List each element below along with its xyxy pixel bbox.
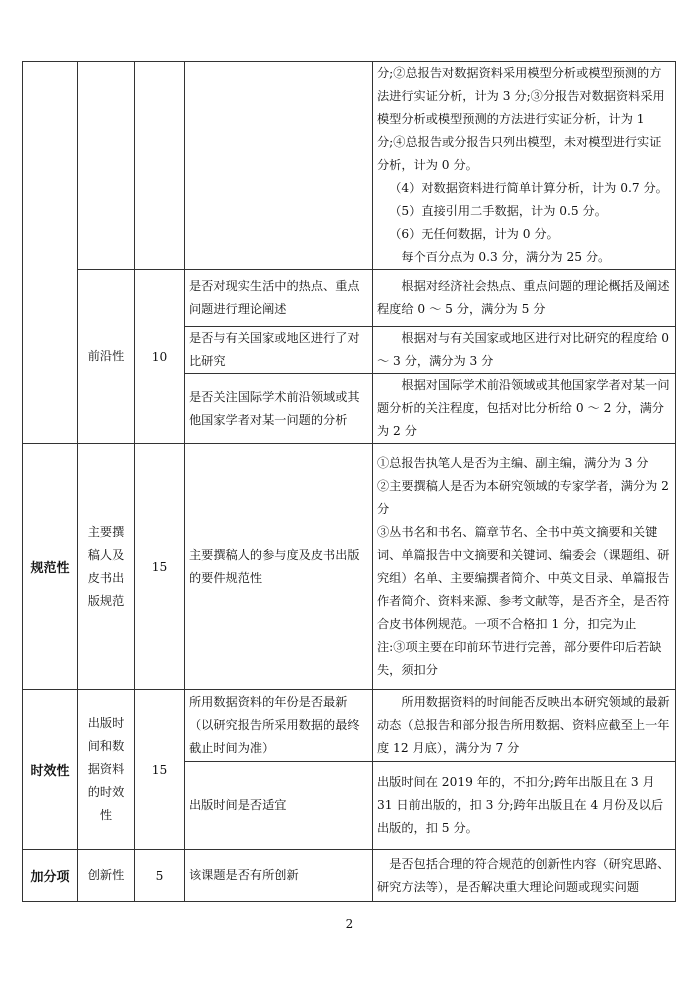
sub-criterion: 出版时间和数据资料的时效性 [78,690,135,850]
sub-cell-empty [78,62,135,270]
standard-text: （5）直接引用二手数据，计为 0.5 分。 [389,204,607,218]
page-number: 2 [345,917,354,931]
standard-text: 根据对国际学术前沿领域或其他国家学者对某一问题分析的关注程度，包括对比分析给 0 ～ 2 分，满分为 2 分 [373,374,676,444]
dimension-cell-empty [23,62,78,444]
table-row [23,850,676,902]
standard-text: 每个百分点为 0.3 分，满分为 25 分。 [401,250,611,264]
standard-text: ②主要撰稿人是否为本研究领域的专家学者，满分为 2 分 [377,478,669,516]
sub-criterion: 主要撰稿人及皮书出版规范 [78,444,135,690]
standard-text: （6）无任何数据，计为 0 分。 [389,227,559,241]
dimension-label: 规范性 [23,444,78,690]
standard-cell [373,444,676,690]
dimension-label: 时效性 [23,690,78,850]
standard-text: 是否包括合理的符合规范的创新性内容（研究思路、研究方法等），是否解决重大理论问题或现实问题 [373,850,676,902]
indicator-text: 是否与有关国家或地区进行了对比研究 [185,327,373,374]
standard-cell [373,62,676,270]
standard-text: 根据对与有关国家或地区进行对比研究的程度给 0 ～ 3 分，满分为 3 分 [373,327,676,374]
standard-text: （4）对数据资料进行简单计算分析，计为 0.7 分。 [389,181,668,195]
table-row [23,444,676,690]
sub-criterion: 前沿性 [78,270,135,444]
standard-text: 所用数据资料的时间能否反映出本研究领域的最新动态（总报告和部分报告所用数据、资料应截至上一年度 12 月底），满分为 7 分 [373,690,676,762]
points-cell-empty [135,62,185,270]
points-value: 10 [135,270,185,444]
indicator-text: 出版时间是否适宜 [185,762,373,850]
standard-text: 根据对经济社会热点、重点问题的理论概括及阐述程度给 0 ～ 5 分，满分为 5 分 [373,270,676,327]
table-row [23,62,676,270]
indicator-text: 该课题是否有所创新 [185,850,373,902]
indicator-text: 是否对现实生活中的热点、重点问题进行理论阐述 [185,270,373,327]
points-value: 15 [135,444,185,690]
standard-text: ③丛书名和书名、篇章节名、全书中英文摘要和关键词、单篇报告中文摘要和关键词、编委会（课题组、研究组）名单、主要编撰者简介、中英文目录、单篇报告作者简介、资料来源、参考文献等，是否齐全，是否符合皮书体例规范。一项不合格扣 1 分，扣完为止 [377,524,670,631]
indicator-cell-empty [185,62,373,270]
points-value: 5 [135,850,185,902]
dimension-label: 加分项 [23,850,78,902]
table-row [23,690,676,762]
indicator-text: 所用数据资料的年份是否最新（以研究报告所采用数据的最终截止时间为准） [185,690,373,762]
standard-text: 分;②总报告对数据资料采用模型分析或模型预测的方法进行实证分析，计为 3 分;③分报告对数据资料采用模型分析或模型预测的方法进行实证分析，计为 1 分;④总报告或分报告只列出模型，未对模型进行实证分析，计为 0 分。 [377,66,665,172]
standard-text: 出版时间在 2019 年的，不扣分;跨年出版且在 3 月 31 日前出版的，扣 3 分;跨年出版且在 4 月份及以后出版的，扣 5 分。 [373,762,676,850]
indicator-text: 主要撰稿人的参与度及皮书出版的要件规范性 [185,444,373,690]
standard-text: ①总报告执笔人是否为主编、副主编，满分为 3 分 [377,455,649,470]
indicator-text: 是否关注国际学术前沿领域或其他国家学者对某一问题的分析 [185,374,373,444]
table-row [23,270,676,327]
evaluation-table [22,61,676,902]
points-value: 15 [135,690,185,850]
standard-text: 注:③项主要在印前环节进行完善，部分要件印后若缺失，须扣分 [377,639,662,677]
sub-criterion: 创新性 [78,850,135,902]
